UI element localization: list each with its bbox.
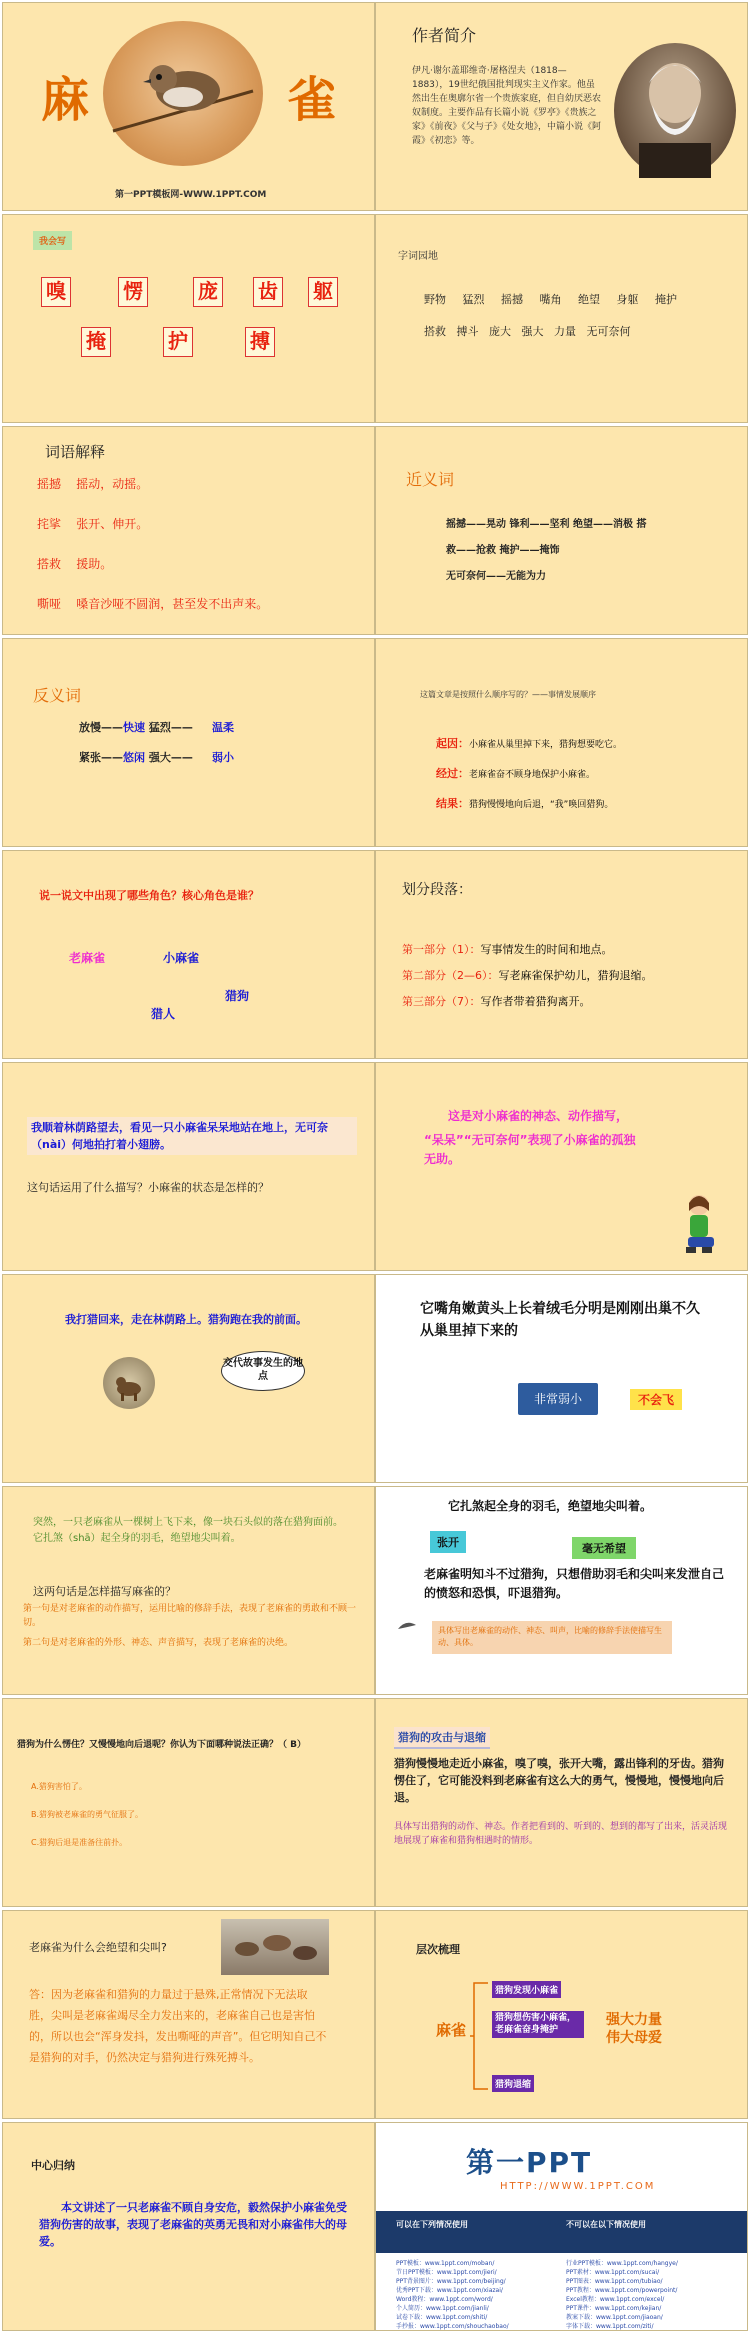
- slide-roles[interactable]: [2, 850, 375, 1059]
- structure-branch: 猎狗发现小麻雀: [492, 1981, 561, 1998]
- slide-synonyms[interactable]: [375, 426, 748, 635]
- ad-col2-heading: 不可以在以下情况使用: [566, 2220, 646, 2229]
- summary-body: 本文讲述了一只老麻雀不顾自身安危，毅然保护小麻雀免受猎狗伤害的故事，表现了老麻雀的英勇无畏和对小麻雀伟大的母爱。: [39, 2201, 347, 2249]
- ad-links-1: [396, 2259, 556, 2331]
- ad-logo: 第一PPT: [466, 2146, 593, 2179]
- ad-link[interactable]: Excel教程：www.1ppt.com/excel/: [566, 2296, 665, 2303]
- scream-question: 老麻雀为什么会绝望和尖叫?: [29, 1941, 167, 1954]
- ad-link[interactable]: 字体下载：www.1ppt.com/ziti/: [566, 2323, 654, 2330]
- author-bio: 伊凡·谢尔盖耶维奇·屠格涅夫（1818—1883），19世纪俄国批判现实主义作家。他虽然出生在奥廓尔省一个贵族家庭，但自幼厌恶农奴制度。主要作品有长篇小说《罗亭》《贵族之家》《前夜》《父与子》《处女地》，中篇小说《阿霞》《初恋》等。: [412, 66, 602, 146]
- answer-line: 这是对小麻雀的神态、动作描写，: [448, 1109, 629, 1123]
- ad-link[interactable]: 节日PPT模板：www.1ppt.com/jieri/: [396, 2269, 497, 2276]
- quiz-option[interactable]: C.猎狗后退是准备往前扑。: [31, 1838, 128, 1847]
- ad-link[interactable]: 试卷下载：www.1ppt.com/shiti/: [396, 2314, 488, 2321]
- role-label: 猎人: [151, 1007, 176, 1021]
- slide-quote-2[interactable]: [2, 1274, 375, 1483]
- quote-text: 突然，一只老麻雀从一棵树上飞下来，像一块石头似的落在猎狗面前。它扎煞（shā）起全身的羽毛，绝望地尖叫着。: [33, 1517, 343, 1544]
- ad-link[interactable]: 优秀PPT下载：www.1ppt.com/xiazai/: [396, 2287, 503, 2294]
- sequence-question: 这篇文章是按照什么顺序写的？——事情发展顺序: [420, 690, 596, 699]
- structure-heading: 层次梳理: [416, 1943, 460, 1956]
- quiz-option[interactable]: B.猎狗被老麻雀的勇气征服了。: [31, 1810, 144, 1819]
- left-bracket-icon: [470, 1981, 490, 2091]
- role-label: 猎狗: [225, 989, 250, 1003]
- antonym-row: 放慢——快速 猛烈—— 温柔: [79, 721, 234, 734]
- slide-description[interactable]: [375, 1274, 748, 1483]
- girl-icon: [676, 1191, 722, 1261]
- synonym-heading: 近义词: [406, 470, 455, 489]
- author-portrait: [614, 43, 736, 178]
- slide-word-meaning[interactable]: [2, 426, 375, 635]
- synonym-line: 救——抢救 掩护——掩饰: [446, 545, 560, 556]
- ad-link[interactable]: PPT图表：www.1ppt.com/tubiao/: [566, 2278, 663, 2285]
- ad-link[interactable]: 行业PPT模板：www.1ppt.com/hangye/: [566, 2260, 678, 2267]
- structure-branch: 猎狗退缩: [492, 2075, 534, 2092]
- tag-weak: 非常弱小: [518, 1383, 598, 1415]
- slide-paragraphs[interactable]: [375, 850, 748, 1059]
- ad-link[interactable]: PPT素材：www.1ppt.com/sucai/: [566, 2269, 660, 2276]
- portrait-icon: [614, 43, 736, 178]
- slide-title[interactable]: [2, 2, 375, 211]
- summary-heading: 中心归纳: [31, 2159, 75, 2172]
- answer-2: 第二句是对老麻雀的外形、神态、声音描写，表现了老麻雀的决绝。: [23, 1638, 294, 1648]
- meaning-row: 挓挲 张开、伸开。: [37, 517, 149, 531]
- slide-why-scream[interactable]: [2, 1910, 375, 2119]
- words-row-1: 野物 猛烈 摇撼 嘴角 绝望 身躯 掩护: [424, 293, 677, 306]
- sequence-row: 经过：老麻雀奋不顾身地保护小麻雀。: [436, 767, 596, 780]
- paragraph-row: 第一部分（1）：写事情发生的时间和地点。: [402, 943, 613, 956]
- ad-link[interactable]: PPT模板：www.1ppt.com/moban/: [396, 2260, 495, 2267]
- ad-col1-heading: 可以在下列情况使用: [396, 2220, 468, 2229]
- structure-result: 强大力量伟大母爱: [606, 2012, 662, 2047]
- sparrows-photo: [221, 1919, 329, 1975]
- slide-quote-1[interactable]: [2, 1062, 375, 1271]
- paragraph-heading: 划分段落：: [402, 882, 472, 898]
- char-box: 护: [163, 327, 193, 357]
- slide-old-sparrow[interactable]: [2, 1486, 375, 1695]
- quote-text: 我顺着林荫路望去，看见一只小麻雀呆呆地站在地上，无可奈（nài）何地拍打着小翅膀。: [27, 1117, 357, 1155]
- feathers-note: 具体写出老麻雀的动作、神态、叫声，比喻的修辞手法使描写生动、具体。: [432, 1621, 672, 1654]
- meaning-row: 摇撼 摇动，动摇。: [37, 477, 149, 491]
- girl-illustration: [676, 1191, 722, 1261]
- description-title: 它嘴角嫩黄头上长着绒毛分明是刚刚出巢不久从巢里掉下来的: [420, 1301, 700, 1339]
- quote-question: 这句话运用了什么描写？小麻雀的状态是怎样的？: [27, 1181, 269, 1194]
- slide-attack[interactable]: [375, 1698, 748, 1907]
- meaning-heading: 词语解释: [45, 443, 106, 461]
- slide-quiz[interactable]: [2, 1698, 375, 1907]
- attack-heading: 猎狗的攻击与退缩: [394, 1727, 490, 1749]
- char-box: 齿: [253, 277, 283, 307]
- char-box: 躯: [308, 277, 338, 307]
- meaning-row: 搭救 援助。: [37, 557, 113, 571]
- slide-summary[interactable]: [2, 2122, 375, 2331]
- sequence-row: 结果：猎狗慢慢地向后退，“我”唤回猎狗。: [436, 797, 614, 810]
- slide-author[interactable]: [375, 2, 748, 211]
- char-box: 搏: [245, 327, 275, 357]
- structure-branch: 猎狗想伤害小麻雀，老麻雀奋身掩护: [492, 2011, 584, 2038]
- ad-link[interactable]: 手抄报：www.1ppt.com/shouchaobao/: [396, 2323, 509, 2330]
- slide-antonyms[interactable]: [2, 638, 375, 847]
- tag-cant-fly: 不会飞: [630, 1389, 682, 1410]
- synonym-line: 无可奈何——无能为力: [446, 571, 546, 582]
- antonym-row: 紧张——悠闲 强大—— 弱小: [79, 751, 234, 764]
- ad-link[interactable]: 教案下载：www.1ppt.com/jiaoan/: [566, 2314, 663, 2321]
- title-char-left: 麻: [41, 72, 90, 128]
- paragraph-row: 第三部分（7）：写作者带着猎狗离开。: [402, 995, 591, 1008]
- ad-banner: [376, 2211, 748, 2253]
- tag-hopeless: 毫无希望: [572, 1537, 636, 1559]
- ad-url[interactable]: HTTP://WWW.1PPT.COM: [500, 2181, 656, 2192]
- ad-link[interactable]: Word教程：www.1ppt.com/word/: [396, 2296, 493, 2303]
- ad-links-2: [566, 2259, 736, 2331]
- meaning-row: 嘶哑 嗓音沙哑不圆润，甚至发不出声来。: [37, 597, 269, 611]
- slide-structure[interactable]: [375, 1910, 748, 2119]
- slide-ad[interactable]: [375, 2122, 748, 2331]
- paragraph-row: 第二部分（2—6）：写老麻雀保护幼儿，猎狗退缩。: [402, 969, 653, 982]
- slide-answer-1[interactable]: [375, 1062, 748, 1271]
- slide-feathers[interactable]: [375, 1486, 748, 1695]
- author-heading: 作者简介: [412, 26, 477, 45]
- ad-link[interactable]: PPT课件：www.1ppt.com/kejian/: [566, 2305, 662, 2312]
- quote-question: 这两句话是怎样描写麻雀的？: [33, 1585, 176, 1598]
- feathers-body: 老麻雀明知斗不过猎狗，只想借助羽毛和尖叫来发泄自己的愤怒和恐惧，吓退猎狗。: [424, 1567, 725, 1600]
- roles-question: 说一说文中出现了哪些角色？核心角色是谁？: [39, 889, 259, 902]
- attack-note: 具体写出猎狗的动作、神态。作者把看到的、听到的、想到的都写了出来，活灵活现地展现了麻雀和猎狗相遇时的情形。: [394, 1822, 728, 1846]
- dog-photo: [103, 1357, 155, 1409]
- bird-photo: [103, 21, 263, 166]
- feathers-title: 它扎煞起全身的羽毛，绝望地尖叫着。: [448, 1499, 653, 1513]
- char-box: 愣: [118, 277, 148, 307]
- scream-answer: 答：因为老麻雀和猎狗的力量过于悬殊,正常情况下无法取胜，尖叫是老麻雀竭尽全力发出来的，老麻雀自己也是害怕的，所以也会“浑身发抖，发出嘶哑的声音”。但它明知自己不是猎狗的对手，仍然决定与猎狗进行殊死搏斗。: [29, 1988, 327, 2064]
- bird-icon: [396, 1617, 418, 1635]
- slide-write-chars[interactable]: [2, 214, 375, 423]
- dog-icon: [103, 1357, 155, 1409]
- char-box: 庞: [193, 277, 223, 307]
- tag-write: 我会写: [33, 231, 72, 250]
- words-row-2: 搭救 搏斗 庞大 强大 力量 无可奈何: [424, 325, 631, 338]
- answer-1: 第一句是对老麻雀的动作描写，运用比喻的修辞手法，表现了老麻雀的勇敢和不顾一切。: [23, 1604, 357, 1628]
- speech-bubble: 交代故事发生的地点: [221, 1351, 305, 1391]
- footer-text: 第一PPT模板网-WWW.1PPT.COM: [115, 190, 267, 200]
- ad-link[interactable]: PPT教程：www.1ppt.com/powerpoint/: [566, 2287, 678, 2294]
- quiz-question: 猎狗为什么愣住？又慢慢地向后退呢？你认为下面哪种说法正确？（ B）: [17, 1740, 306, 1750]
- synonym-line: 摇撼——晃动 锋利——坚利 绝望——消极 搭: [446, 519, 647, 530]
- slide-word-garden[interactable]: [375, 214, 748, 423]
- slide-sequence[interactable]: [375, 638, 748, 847]
- attack-body: 猎狗慢慢地走近小麻雀，嗅了嗅，张开大嘴，露出锋利的牙齿。猎狗愣住了，它可能没料到老麻雀有这么大的勇气，慢慢地，慢慢地向后退。: [394, 1757, 724, 1805]
- antonym-heading: 反义词: [33, 686, 82, 705]
- word-garden-heading: 字词园地: [398, 251, 438, 262]
- ad-link[interactable]: 个人简历：www.1ppt.com/jianli/: [396, 2305, 489, 2312]
- sparrow-icon: [103, 21, 263, 166]
- sparrows-icon: [221, 1919, 329, 1975]
- sequence-row: 起因：小麻雀从巢里掉下来，猎狗想要吃它。: [436, 737, 623, 750]
- tag-open: 张开: [430, 1531, 466, 1553]
- structure-center: 麻雀: [436, 2021, 467, 2039]
- quote-text: 我打猎回来，走在林荫路上。猎狗跑在我的前面。: [65, 1313, 307, 1326]
- answer-line: “呆呆”“无可奈何”表现了小麻雀的孤独无助。: [424, 1133, 636, 1166]
- quiz-option[interactable]: A.猎狗害怕了。: [31, 1782, 87, 1791]
- char-box: 掩: [81, 327, 111, 357]
- role-label: 老麻雀: [69, 951, 106, 965]
- ad-link[interactable]: PPT背景图片：www.1ppt.com/beijing/: [396, 2278, 506, 2285]
- char-box: 嗅: [41, 277, 71, 307]
- title-char-right: 雀: [288, 72, 337, 128]
- role-label: 小麻雀: [163, 951, 200, 965]
